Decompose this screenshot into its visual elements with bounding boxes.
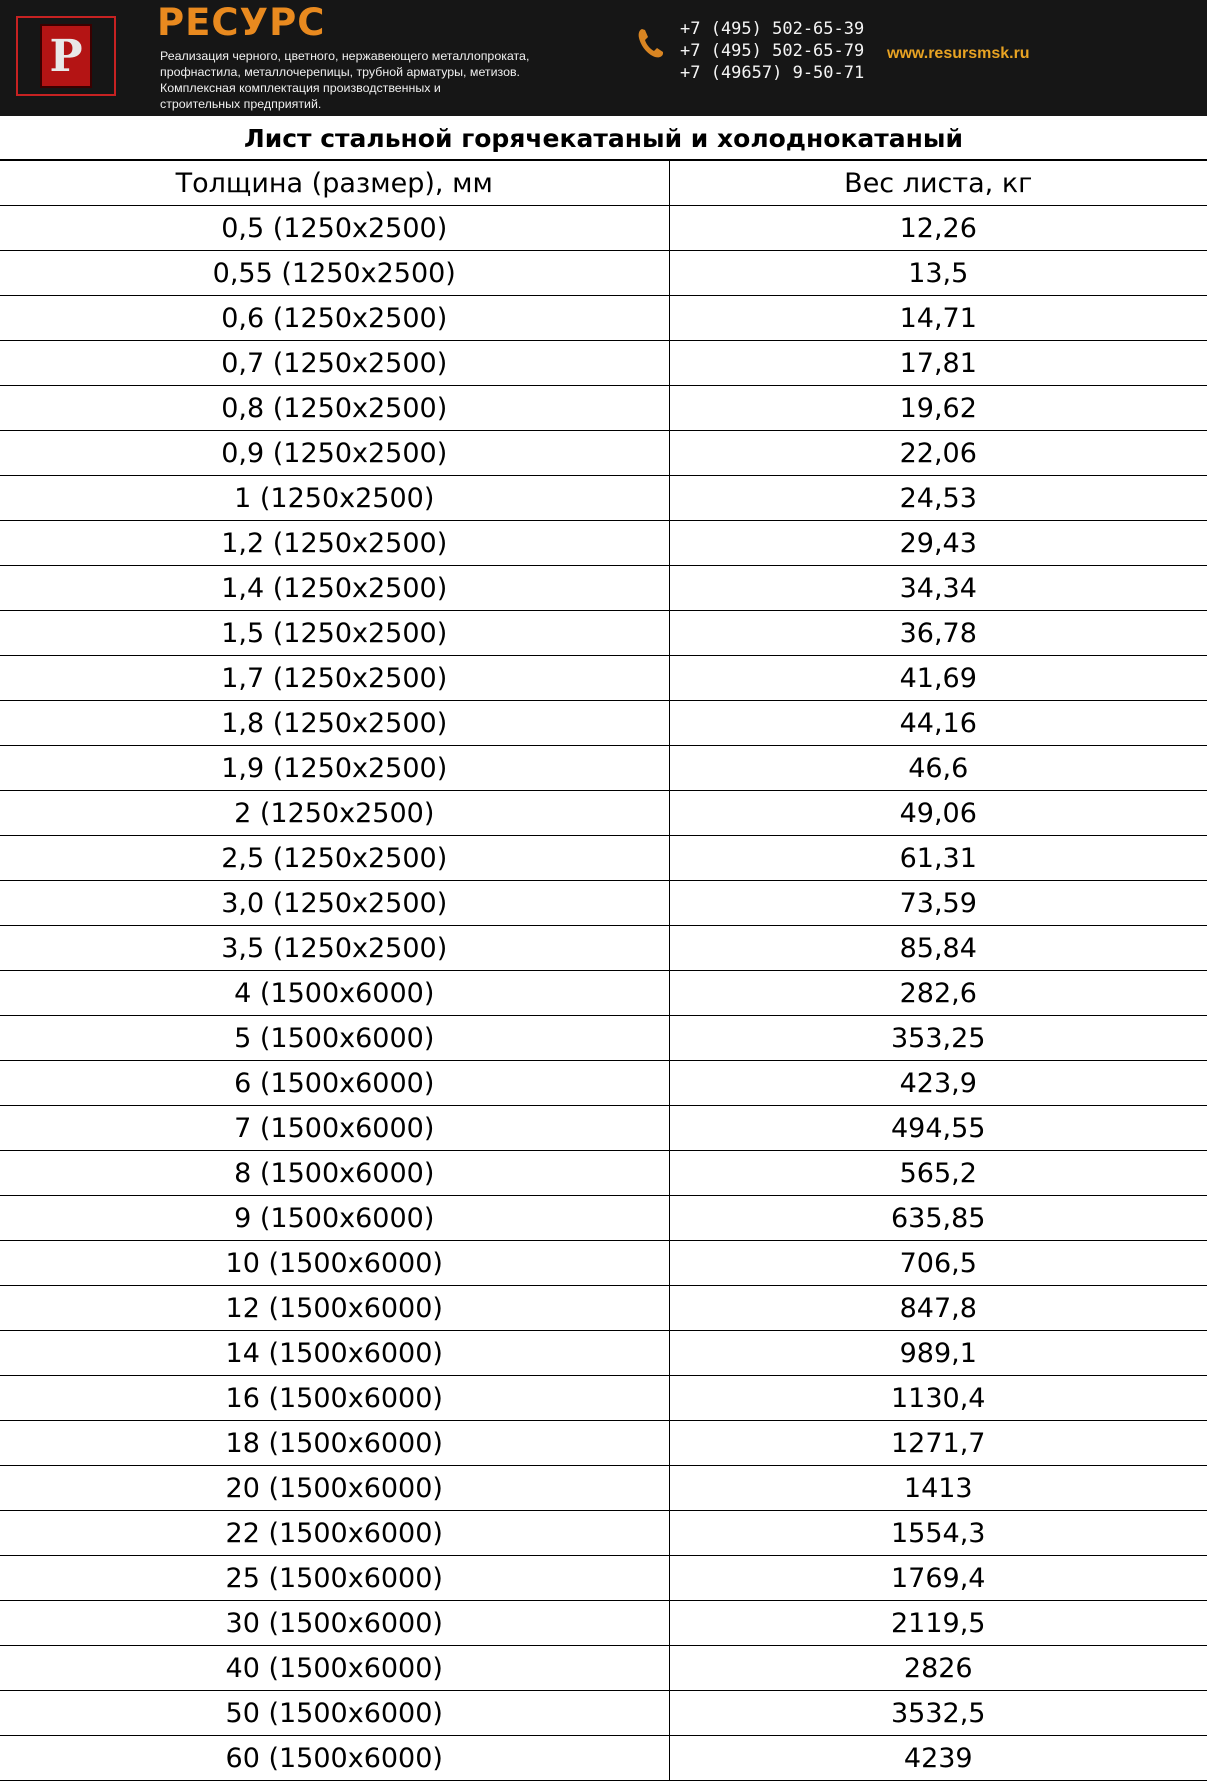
cell-thickness: 40 (1500x6000): [0, 1646, 669, 1691]
brand-name: РЕСУРС: [157, 1, 326, 44]
cell-thickness: 7 (1500x6000): [0, 1106, 669, 1151]
cell-weight: 635,85: [669, 1196, 1207, 1241]
table-row: [0, 836, 1207, 881]
cell-thickness: 5 (1500x6000): [0, 1016, 669, 1061]
cell-thickness: 14 (1500x6000): [0, 1331, 669, 1376]
column-header-weight: Вес листа, кг: [669, 161, 1207, 206]
phone-list: [680, 18, 864, 84]
company-tagline: [160, 48, 600, 112]
table-row: [0, 1331, 1207, 1376]
cell-weight: 282,6: [669, 971, 1207, 1016]
table-row: [0, 1151, 1207, 1196]
table-row: [0, 431, 1207, 476]
cell-thickness: 3,0 (1250x2500): [0, 881, 669, 926]
cell-weight: 1769,4: [669, 1556, 1207, 1601]
table-row: [0, 611, 1207, 656]
cell-weight: 1413: [669, 1466, 1207, 1511]
cell-thickness: 0,55 (1250x2500): [0, 251, 669, 296]
table-row: [0, 1556, 1207, 1601]
cell-weight: 565,2: [669, 1151, 1207, 1196]
table-row: [0, 566, 1207, 611]
cell-thickness: 12 (1500x6000): [0, 1286, 669, 1331]
cell-thickness: 0,9 (1250x2500): [0, 431, 669, 476]
cell-thickness: 0,6 (1250x2500): [0, 296, 669, 341]
tagline-line: Реализация черного, цветного, нержавеющего металлопроката,: [160, 49, 530, 63]
table-row: [0, 1286, 1207, 1331]
cell-weight: 1554,3: [669, 1511, 1207, 1556]
table-row: [0, 1601, 1207, 1646]
phone-number[interactable]: +7 (495) 502-65-39: [680, 19, 865, 39]
table-row: [0, 386, 1207, 431]
table-row: [0, 341, 1207, 386]
table-row: [0, 296, 1207, 341]
table-row: [0, 1106, 1207, 1151]
table-row: [0, 251, 1207, 296]
cell-thickness: 22 (1500x6000): [0, 1511, 669, 1556]
table-row: [0, 656, 1207, 701]
cell-weight: 847,8: [669, 1286, 1207, 1331]
cell-thickness: 10 (1500x6000): [0, 1241, 669, 1286]
logo-letter: Р: [40, 24, 92, 88]
cell-thickness: 18 (1500x6000): [0, 1421, 669, 1466]
cell-thickness: 20 (1500x6000): [0, 1466, 669, 1511]
cell-weight: 3532,5: [669, 1691, 1207, 1736]
cell-thickness: 9 (1500x6000): [0, 1196, 669, 1241]
table-row: [0, 1016, 1207, 1061]
header-banner: [0, 0, 1207, 116]
cell-weight: 49,06: [669, 791, 1207, 836]
weight-table: [0, 161, 1207, 1781]
cell-weight: 1271,7: [669, 1421, 1207, 1466]
cell-thickness: 2,5 (1250x2500): [0, 836, 669, 881]
table-row: [0, 1691, 1207, 1736]
table-row: [0, 1421, 1207, 1466]
cell-weight: 423,9: [669, 1061, 1207, 1106]
cell-thickness: 1,7 (1250x2500): [0, 656, 669, 701]
table-row: [0, 971, 1207, 1016]
cell-weight: 44,16: [669, 701, 1207, 746]
cell-thickness: 3,5 (1250x2500): [0, 926, 669, 971]
table-row: [0, 521, 1207, 566]
tagline-line: строительных предприятий.: [160, 97, 322, 111]
cell-thickness: 1 (1250x2500): [0, 476, 669, 521]
cell-weight: 2119,5: [669, 1601, 1207, 1646]
cell-weight: 61,31: [669, 836, 1207, 881]
cell-thickness: 60 (1500x6000): [0, 1736, 669, 1781]
cell-weight: 14,71: [669, 296, 1207, 341]
cell-weight: 989,1: [669, 1331, 1207, 1376]
phone-number[interactable]: +7 (49657) 9-50-71: [680, 63, 865, 83]
cell-thickness: 30 (1500x6000): [0, 1601, 669, 1646]
table-row: [0, 1376, 1207, 1421]
cell-weight: 19,62: [669, 386, 1207, 431]
table-row: [0, 1196, 1207, 1241]
cell-weight: 353,25: [669, 1016, 1207, 1061]
cell-thickness: 50 (1500x6000): [0, 1691, 669, 1736]
cell-weight: 2826: [669, 1646, 1207, 1691]
table-row: [0, 881, 1207, 926]
table-row: [0, 1061, 1207, 1106]
table-row: [0, 1511, 1207, 1556]
cell-weight: 85,84: [669, 926, 1207, 971]
cell-weight: 22,06: [669, 431, 1207, 476]
cell-thickness: 6 (1500x6000): [0, 1061, 669, 1106]
table-row: [0, 206, 1207, 251]
cell-weight: 4239: [669, 1736, 1207, 1781]
cell-thickness: 0,5 (1250x2500): [0, 206, 669, 251]
cell-thickness: 16 (1500x6000): [0, 1376, 669, 1421]
cell-weight: 13,5: [669, 251, 1207, 296]
cell-weight: 73,59: [669, 881, 1207, 926]
cell-thickness: 4 (1500x6000): [0, 971, 669, 1016]
cell-weight: 36,78: [669, 611, 1207, 656]
cell-weight: 706,5: [669, 1241, 1207, 1286]
cell-weight: 24,53: [669, 476, 1207, 521]
tagline-line: профнастила, металлочерепицы, трубной арматуры, метизов.: [160, 65, 520, 79]
phone-number[interactable]: +7 (495) 502-65-79: [680, 41, 865, 61]
table-row: [0, 791, 1207, 836]
table-title: Лист стальной горячекатаный и холоднокатаный: [0, 116, 1207, 161]
table-row: [0, 1466, 1207, 1511]
table-row: [0, 1646, 1207, 1691]
website-link[interactable]: www.resursmsk.ru: [887, 45, 1030, 62]
cell-weight: 34,34: [669, 566, 1207, 611]
table-row: [0, 746, 1207, 791]
table-header-row: [0, 161, 1207, 206]
cell-thickness: 1,2 (1250x2500): [0, 521, 669, 566]
cell-weight: 1130,4: [669, 1376, 1207, 1421]
table-row: [0, 1241, 1207, 1286]
phone-icon: [636, 26, 666, 60]
cell-weight: 46,6: [669, 746, 1207, 791]
cell-thickness: 1,9 (1250x2500): [0, 746, 669, 791]
cell-thickness: 8 (1500x6000): [0, 1151, 669, 1196]
tagline-line: Комплексная комплектация производственных и: [160, 81, 441, 95]
table-row: [0, 926, 1207, 971]
table-row: [0, 701, 1207, 746]
cell-weight: 29,43: [669, 521, 1207, 566]
cell-thickness: 1,4 (1250x2500): [0, 566, 669, 611]
table-row: [0, 476, 1207, 521]
cell-weight: 494,55: [669, 1106, 1207, 1151]
company-logo: [16, 16, 116, 96]
cell-thickness: 0,7 (1250x2500): [0, 341, 669, 386]
table-body: [0, 206, 1207, 1781]
cell-thickness: 1,5 (1250x2500): [0, 611, 669, 656]
table-row: [0, 1736, 1207, 1781]
cell-thickness: 1,8 (1250x2500): [0, 701, 669, 746]
cell-thickness: 0,8 (1250x2500): [0, 386, 669, 431]
cell-weight: 41,69: [669, 656, 1207, 701]
cell-weight: 17,81: [669, 341, 1207, 386]
column-header-thickness: Толщина (размер), мм: [0, 161, 669, 206]
cell-thickness: 2 (1250x2500): [0, 791, 669, 836]
cell-weight: 12,26: [669, 206, 1207, 251]
cell-thickness: 25 (1500x6000): [0, 1556, 669, 1601]
